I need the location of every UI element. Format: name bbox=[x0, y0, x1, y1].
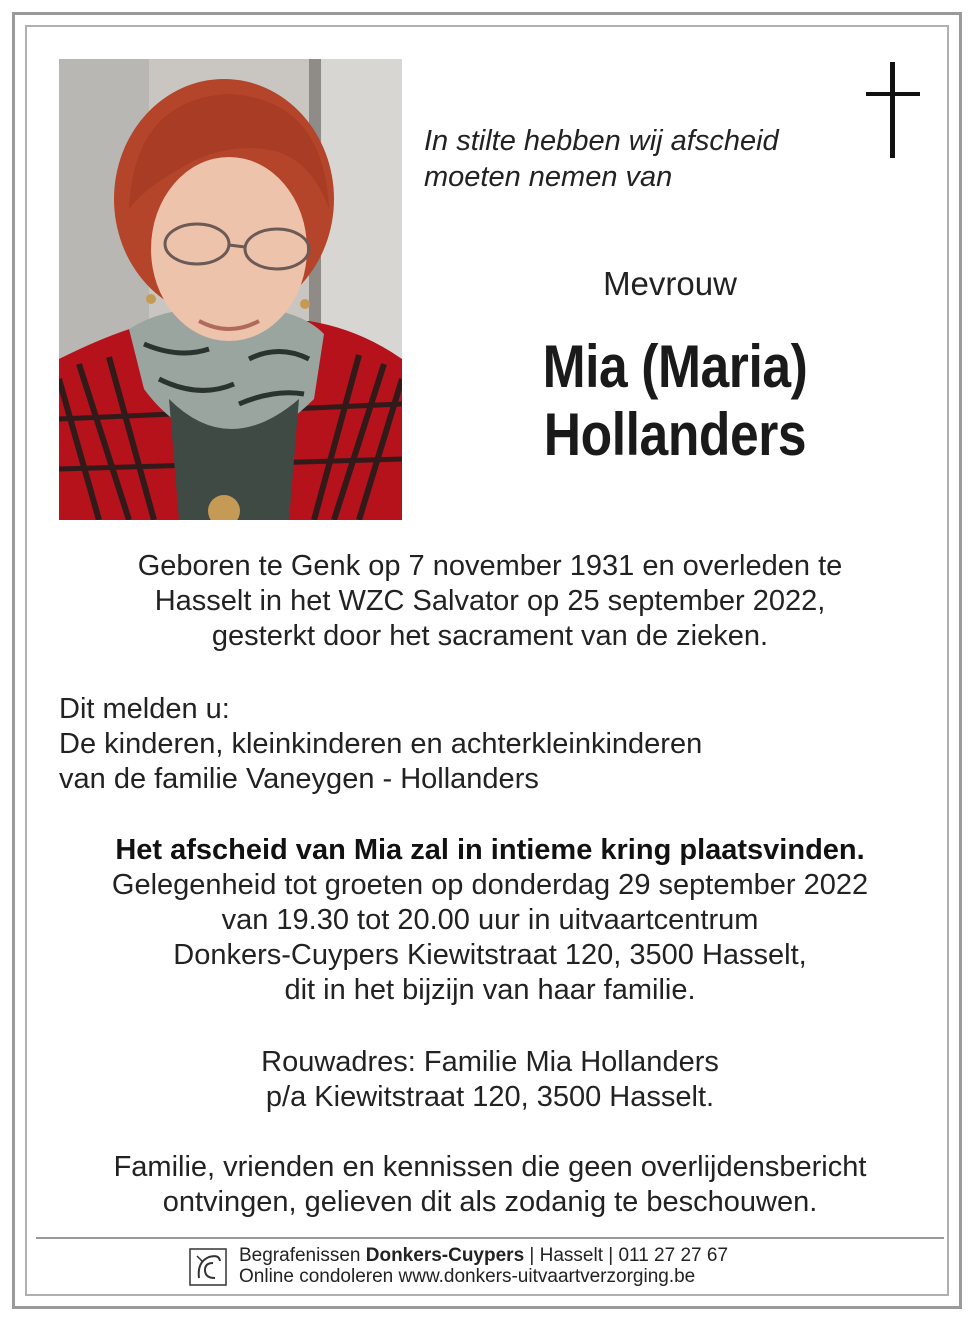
notice-paragraph: Familie, vrienden en kennissen die geen overlijdensbericht ontvingen, gelieven dit als zodanig te beschouwen. bbox=[113, 1151, 867, 1218]
footer-divider bbox=[36, 1237, 944, 1239]
birth-death-paragraph: Geboren te Genk op 7 november 1931 en overleden te Hasselt in het WZC Salvator op 25 september 2022, gesterkt door het sacrament van de zieken. bbox=[137, 550, 843, 652]
mourning-address: Rouwadres: Familie Mia Hollanders p/a Kiewitstraat 120, 3500 Hasselt. bbox=[261, 1046, 719, 1113]
funeral-home-logo-icon bbox=[189, 1248, 227, 1286]
footer-text: Begrafenissen Donkers-Cuypers | Hasselt | 011 27 27 67 Online condoleren www.donkers-uitvaartverzorging.be bbox=[239, 1245, 729, 1287]
farewell-paragraph: Het afscheid van Mia zal in intieme kring plaatsvinden. Gelegenheid tot groeten op donderdag 29 september 2022 van 19.30 tot 20.00 uur in uitvaartcentrum Donkers-Cuypers Kiewitstraat 120, 3500 Hasselt, dit in het bijzijn van haar familie. bbox=[40, 833, 940, 1008]
portrait-photo bbox=[59, 59, 402, 520]
cross-icon bbox=[862, 60, 924, 160]
announcement-paragraph: Dit melden u: De kinderen, kleinkinderen en achterkleinkinderen van de familie Vaneygen - Hollanders bbox=[59, 693, 703, 795]
deceased-name: Mia (Maria) Hollanders bbox=[542, 333, 808, 468]
farewell-headline: Het afscheid van Mia zal in intieme kring plaatsvinden. bbox=[115, 834, 865, 866]
footer bbox=[189, 1245, 809, 1291]
honorific-title: Mevrouw bbox=[603, 265, 737, 302]
condolence-link[interactable]: Online condoleren www.donkers-uitvaartverzorging.be bbox=[239, 1266, 696, 1287]
company-name: Donkers-Cuypers bbox=[365, 1245, 525, 1266]
intro-text: In stilte hebben wij afscheid moeten nemen van bbox=[424, 125, 779, 193]
